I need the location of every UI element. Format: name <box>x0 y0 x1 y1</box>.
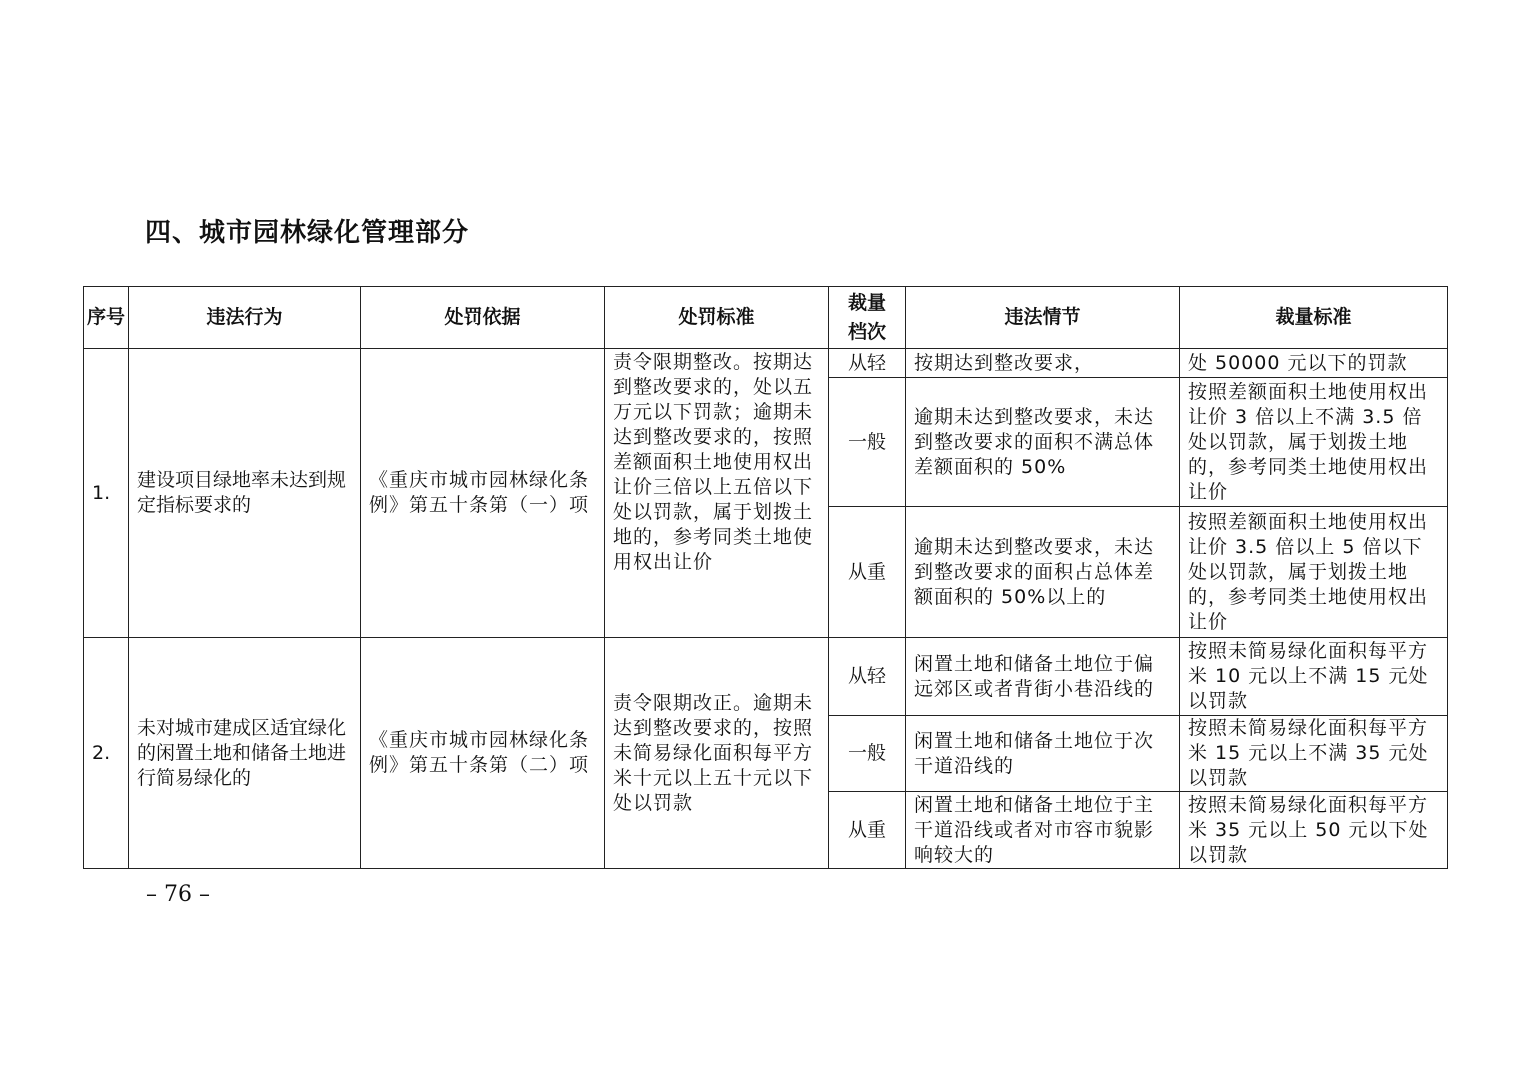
penalty-table <box>83 286 1448 869</box>
page-number: – 76 – <box>146 882 210 907</box>
discretion-standard: 按照未简易绿化面积每平方米 10 元以上不满 15 元处以罚款 <box>1180 638 1448 716</box>
discretion-standard: 按照未简易绿化面积每平方米 35 元以上 50 元以下处以罚款 <box>1180 792 1448 869</box>
discretion-standard: 按照未简易绿化面积每平方米 15 元以上不满 35 元处以罚款 <box>1180 716 1448 792</box>
discretion-level: 从轻 <box>829 638 906 716</box>
discretion-level: 从轻 <box>829 349 906 378</box>
discretion-level: 从重 <box>829 507 906 638</box>
header-level: 裁量档次 <box>829 287 906 349</box>
violation-circumstance: 闲置土地和储备土地位于偏远郊区或者背街小巷沿线的 <box>906 638 1180 716</box>
header-basis: 处罚依据 <box>361 287 605 349</box>
discretion-standard: 按照差额面积土地使用权出让价 3 倍以上不满 3.5 倍处以罚款，属于划拨土地的，参考同类土地使用权出让价 <box>1180 378 1448 507</box>
violation-circumstance: 逾期未达到整改要求，未达到整改要求的面积占总体差额面积的 50%以上的 <box>906 507 1180 638</box>
penalty-basis: 《重庆市城市园林绿化条例》第五十条第（一）项 <box>361 349 605 638</box>
header-standard: 处罚标准 <box>605 287 829 349</box>
row-seq: 2. <box>84 638 129 869</box>
header-circumstance: 违法情节 <box>906 287 1180 349</box>
penalty-standard: 责令限期改正。逾期未达到整改要求的，按照未简易绿化面积每平方米十元以上五十元以下处以罚款 <box>605 638 829 869</box>
header-row <box>84 287 1448 349</box>
discretion-standard: 处 50000 元以下的罚款 <box>1180 349 1448 378</box>
violation-circumstance: 闲置土地和储备土地位于次干道沿线的 <box>906 716 1180 792</box>
violation-act: 未对城市建成区适宜绿化的闲置土地和储备土地进行简易绿化的 <box>129 638 361 869</box>
discretion-level: 从重 <box>829 792 906 869</box>
row-seq: 1. <box>84 349 129 638</box>
penalty-standard: 责令限期整改。按期达到整改要求的，处以五万元以下罚款；逾期未达到整改要求的，按照差额面积土地使用权出让价三倍以上五倍以下处以罚款，属于划拨土地的，参考同类土地使用权出让价 <box>605 349 829 638</box>
header-seq: 序号 <box>84 287 129 349</box>
penalty-basis: 《重庆市城市园林绿化条例》第五十条第（二）项 <box>361 638 605 869</box>
table-row <box>84 638 1448 716</box>
header-discretion: 裁量标准 <box>1180 287 1448 349</box>
violation-act: 建设项目绿地率未达到规定指标要求的 <box>129 349 361 638</box>
violation-circumstance: 逾期未达到整改要求，未达到整改要求的面积不满总体差额面积的 50% <box>906 378 1180 507</box>
discretion-standard: 按照差额面积土地使用权出让价 3.5 倍以上 5 倍以下处以罚款，属于划拨土地的，参考同类土地使用权出让价 <box>1180 507 1448 638</box>
violation-circumstance: 按期达到整改要求， <box>906 349 1180 378</box>
table-row <box>84 349 1448 378</box>
section-title: 四、城市园林绿化管理部分 <box>145 218 470 248</box>
violation-circumstance: 闲置土地和储备土地位于主干道沿线或者对市容市貌影响较大的 <box>906 792 1180 869</box>
discretion-level: 一般 <box>829 716 906 792</box>
discretion-level: 一般 <box>829 378 906 507</box>
header-act: 违法行为 <box>129 287 361 349</box>
